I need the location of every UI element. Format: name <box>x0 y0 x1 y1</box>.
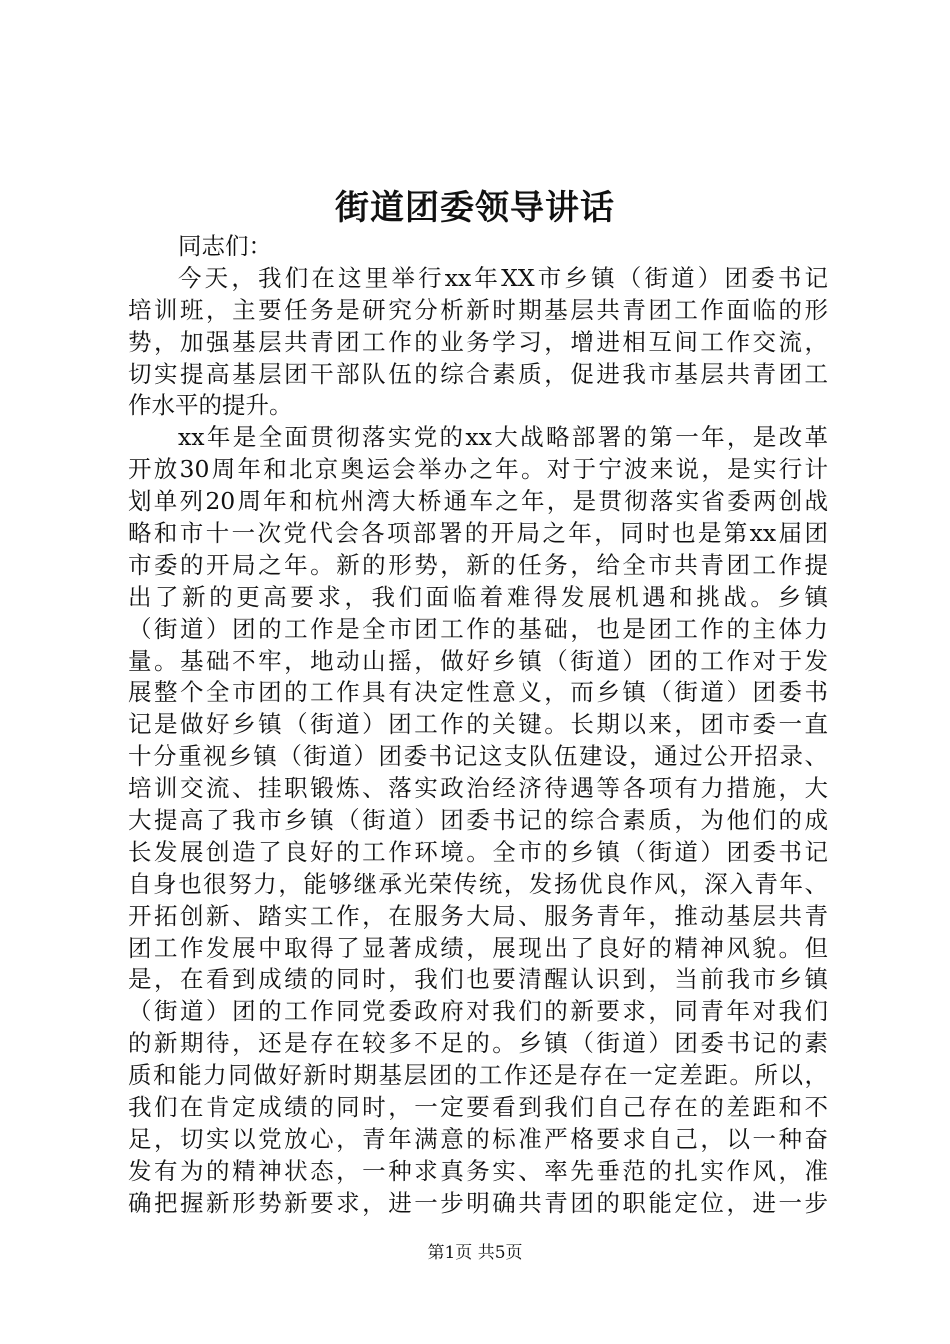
text-line: 划单列20周年和杭州湾大桥通车之年，是贯彻落实省委两创战 <box>128 487 828 516</box>
text-line: 培训班，主要任务是研究分析新时期基层共青团工作面临的形 <box>128 295 828 324</box>
text-line: 的新期待，还是存在较多不足的。乡镇（街道）团委书记的素 <box>128 1029 828 1058</box>
text-line: 自身也很努力，能够继承光荣传统，发扬优良作风，深入青年、 <box>128 869 828 898</box>
text-line: 是，在看到成绩的同时，我们也要清醒认识到，当前我市乡镇 <box>128 965 828 994</box>
text-line: （街道）团的工作同党委政府对我们的新要求，同青年对我们 <box>128 997 828 1026</box>
paragraph-lines <box>128 263 828 1220</box>
text-line: 开放30周年和北京奥运会举办之年。对于宁波来说，是实行计 <box>128 455 828 484</box>
text-line: 培训交流、挂职锻炼、落实政治经济待遇等各项有力措施，大 <box>128 774 828 803</box>
text-line: 记是做好乡镇（街道）团工作的关键。长期以来，团市委一直 <box>128 710 828 739</box>
text-line: 我们在肯定成绩的同时，一定要看到我们自己存在的差距和不 <box>128 1093 828 1122</box>
text-line: 略和市十一次党代会各项部署的开局之年，同时也是第xx届团 <box>128 519 828 548</box>
text-line: 今天，我们在这里举行xx年XX市乡镇（街道）团委书记 <box>178 263 828 292</box>
text-line: 长发展创造了良好的工作环境。全市的乡镇（街道）团委书记 <box>128 837 828 866</box>
text-line: 出了新的更高要求，我们面临着难得发展机遇和挑战。乡镇 <box>128 582 828 611</box>
text-line: 市委的开局之年。新的形势，新的任务，给全市共青团工作提 <box>128 550 828 579</box>
text-line: 切实提高基层团干部队伍的综合素质，促进我市基层共青团工 <box>128 359 828 388</box>
text-line: 确把握新形势新要求，进一步明确共青团的职能定位，进一步 <box>128 1188 828 1217</box>
text-line: xx年是全面贯彻落实党的xx大战略部署的第一年，是改革 <box>178 423 828 452</box>
page-footer: 第1页 共5页 <box>427 1243 523 1263</box>
text-line: （街道）团的工作是全市团工作的基础，也是团工作的主体力 <box>128 614 828 643</box>
text-line: 质和能力同做好新时期基层团的工作还是存在一定差距。所以， <box>128 1061 828 1090</box>
text-line: 作水平的提升。 <box>128 391 293 420</box>
text-line: 足，切实以党放心，青年满意的标准严格要求自己，以一种奋 <box>128 1124 828 1153</box>
salutation: 同志们： <box>178 232 272 260</box>
text-line: 大提高了我市乡镇（街道）团委书记的综合素质，为他们的成 <box>128 806 828 835</box>
text-line: 展整个全市团的工作具有决定性意义，而乡镇（街道）团委书 <box>128 678 828 707</box>
document-body <box>128 231 828 1220</box>
text-line: 十分重视乡镇（街道）团委书记这支队伍建设，通过公开招录、 <box>128 742 828 771</box>
text-line: 团工作发展中取得了显著成绩，展现出了良好的精神风貌。但 <box>128 933 828 962</box>
text-line: 发有为的精神状态，一种求真务实、率先垂范的扎实作风，准 <box>128 1156 828 1185</box>
document-title: 街道团委领导讲话 <box>335 188 615 228</box>
text-line: 开拓创新、踏实工作，在服务大局、服务青年，推动基层共青 <box>128 901 828 930</box>
text-line: 量。基础不牢，地动山摇，做好乡镇（街道）团的工作对于发 <box>128 646 828 675</box>
text-line: 势，加强基层共青团工作的业务学习，增进相互间工作交流， <box>128 327 828 356</box>
